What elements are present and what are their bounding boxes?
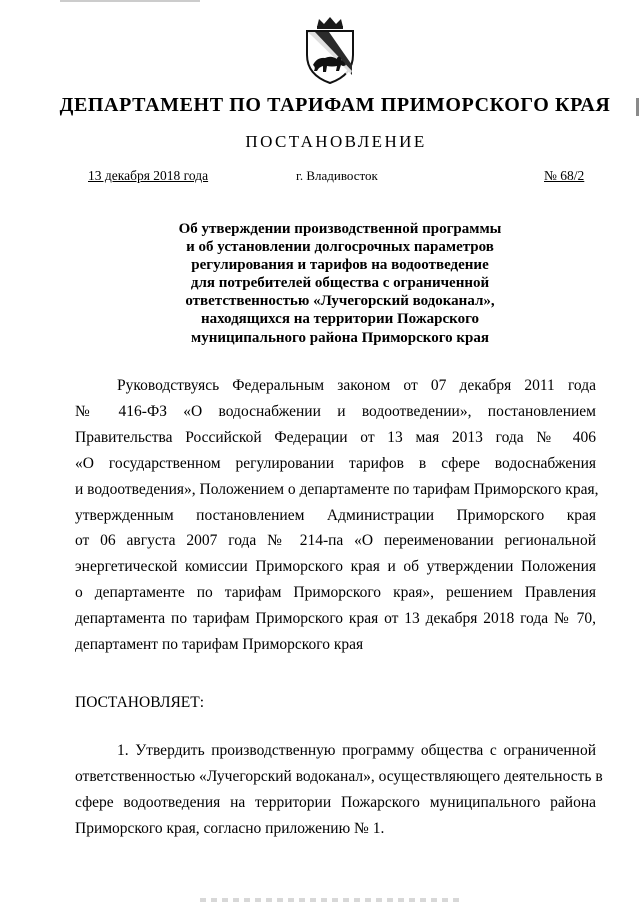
paragraph-line: и водоотведения», Положением о департаменте по тарифам Приморского края, <box>75 480 599 498</box>
paragraph-line: от 06 августа 2007 года № 214-па «О переименовании региональной <box>75 532 596 550</box>
paragraph-line: департамента по тарифам Приморского края от 13 декабря 2018 года № 70, <box>75 610 596 628</box>
resolution-item-1 <box>75 738 603 842</box>
paragraph-line: Правительства Российской Федерации от 13 мая 2013 года № 406 <box>75 428 596 446</box>
subject-line: и об установлении долгосрочных параметров <box>186 239 494 256</box>
paragraph-line: Руководствуясь Федеральным законом от 07 декабря 2011 года <box>117 377 596 394</box>
document-number: № 68/2 <box>544 168 585 183</box>
subject-line: ответственностью «Лучегорский водоканал», <box>185 293 495 310</box>
subject-line: для потребителей общества с ограниченной <box>190 275 490 292</box>
document-date: 13 декабря 2018 года <box>88 168 209 183</box>
subject-line: Об утверждении производственной программы <box>178 221 502 237</box>
subject-line: находящихся на территории Пожарского <box>200 311 480 328</box>
paragraph-line: о департаменте по тарифам Приморского края», решением Правления <box>75 584 596 602</box>
preamble-paragraph <box>75 373 599 658</box>
subject-line: муниципального района Приморского края <box>190 329 490 346</box>
paragraph-line: энергетической комиссии Приморского края и об утверждении Положения <box>75 558 596 576</box>
department-title: ДЕПАРТАМЕНТ ПО ТАРИФАМ ПРИМОРСКОГО КРАЯ <box>59 94 611 116</box>
paragraph-line: департамент по тарифам Приморского края <box>75 636 364 654</box>
paragraph-line: № 416-ФЗ «О водоснабжении и водоотведении», постановлением <box>75 402 596 420</box>
paragraph-line: сфере водоотведения на территории Пожарского муниципального района <box>75 793 596 811</box>
subject-line: регулирования и тарифов на водоотведение <box>191 257 489 274</box>
document-city: г. Владивосток <box>296 168 378 183</box>
paragraph-line: утвержденным постановлением Администрации Приморского края <box>75 506 596 524</box>
paragraph-line: Приморского края, согласно приложению № 1. <box>75 819 385 837</box>
resolve-heading: ПОСТАНОВЛЯЕТ: <box>75 694 205 711</box>
coat-of-arms-icon <box>299 15 361 85</box>
paragraph-line: 1. Утвердить производственную программу общества с ограниченной <box>117 742 596 759</box>
scan-artifact-top <box>60 0 200 2</box>
paragraph-line: ответственностью «Лучегорский водоканал», осуществляющего деятельность в <box>75 767 603 785</box>
scan-artifact-bottom <box>200 898 460 902</box>
document-type: ПОСТАНОВЛЕНИЕ <box>245 132 427 151</box>
paragraph-line: «О государственном регулировании тарифов в сфере водоснабжения <box>75 454 596 472</box>
document-subject <box>150 220 530 347</box>
